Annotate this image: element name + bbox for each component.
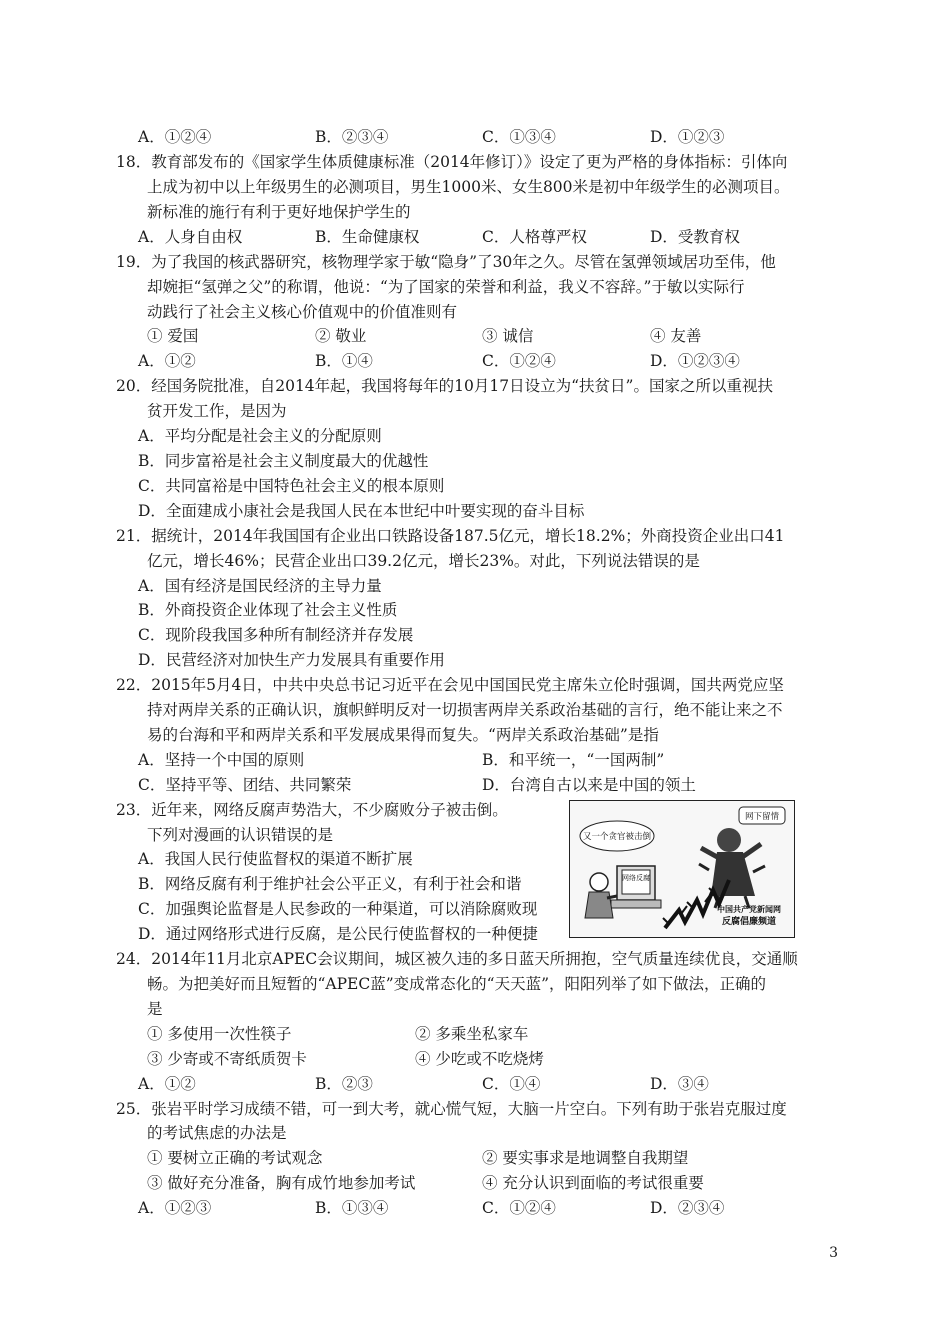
q20-stem-line-1: 20．经国务院批准，自2014年起，我国将每年的10月17日设立为“扶贫日”。国家之所以重视扶	[116, 377, 773, 395]
q22-option-b: B．和平统一，“一国两制”	[482, 751, 665, 769]
q19-option-b: B．①④	[315, 352, 373, 370]
q18-option-d: D．受教育权	[650, 228, 740, 246]
q24-option-b: B．②③	[315, 1075, 373, 1093]
q22-option-c: C．坚持平等、团结、共同繁荣	[138, 776, 352, 794]
q24-item-3: ③ 少寄或不寄纸质贺卡	[147, 1050, 307, 1068]
q18-option-c: C．人格尊严权	[482, 228, 587, 246]
q23-option-b: B．网络反腐有利于维护社会公平正义，有利于社会和谐	[138, 875, 522, 893]
page-number: 3	[829, 1245, 838, 1261]
q21-option-b: B．外商投资企业体现了社会主义性质	[138, 601, 398, 619]
q23-stem-line-1: 23．近年来，网络反腐声势浩大，不少腐败分子被击倒。	[116, 801, 508, 819]
q22-stem-line-2: 持对两岸关系的正确认识，旗帜鲜明反对一切损害两岸关系政治基础的言行，绝不能让来之不	[147, 701, 783, 719]
cartoon-screen-label: 网络反腐	[622, 874, 650, 882]
q19-option-d: D．①②③④	[650, 352, 740, 370]
q24-stem-line-2: 畅。为把美好而且短暂的“APEC蓝”变成常态化的“天天蓝”，阳阳列举了如下做法，正确的	[147, 975, 766, 993]
q23-cartoon-image	[569, 800, 795, 938]
q18-option-a: A．人身自由权	[138, 228, 243, 246]
q23-option-a: A．我国人民行使监督权的渠道不断扩展	[138, 850, 413, 868]
q20-option-d: D．全面建成小康社会是我国人民在本世纪中叶要实现的奋斗目标	[138, 502, 585, 520]
q17-option-a: A．①②④	[138, 128, 212, 146]
q19-stem-line-2: 却婉拒“氢弹之父”的称谓，他说：“为了国家的荣誉和利益，我义不容辞。”于敏以实际行	[147, 278, 745, 296]
q24-option-d: D．③④	[650, 1075, 709, 1093]
q18-stem-line-2: 上成为初中以上年级男生的必测项目，男生1000米、女生800米是初中年级学生的必测项目。	[147, 178, 790, 196]
q24-option-c: C．①④	[482, 1075, 541, 1093]
q19-item-3: ③ 诚信	[482, 327, 534, 345]
q18-stem-line-1: 18．教育部发布的《国家学生体质健康标准（2014年修订）》设定了更为严格的身体指标：引体向	[116, 153, 788, 171]
q21-option-d: D．民营经济对加快生产力发展具有重要作用	[138, 651, 445, 669]
q19-option-a: A．①②	[138, 352, 196, 370]
q21-option-c: C．现阶段我国多种所有制经济并存发展	[138, 626, 414, 644]
q22-stem-line-3: 易的台海和平和两岸关系和平发展成果得而复失。“两岸关系政治基础”是指	[147, 726, 659, 744]
q24-stem-line-1: 24．2014年11月北京APEC会议期间，城区被久违的多日蓝天所拥抱，空气质量连续优良，交通顺	[116, 950, 798, 968]
q20-option-c: C．共同富裕是中国特色社会主义的根本原则	[138, 477, 445, 495]
q24-item-2: ② 多乘坐私家车	[415, 1025, 529, 1043]
q17-option-c: C．①③④	[482, 128, 556, 146]
q17-option-d: D．①②③	[650, 128, 725, 146]
q21-stem-line-1: 21．据统计，2014年我国国有企业出口铁路设备187.5亿元，增长18.2%；外商投资企业出口41	[116, 527, 785, 545]
q20-option-b: B．同步富裕是社会主义制度最大的优越性	[138, 452, 429, 470]
q22-stem-line-1: 22．2015年5月4日，中共中央总书记习近平在会见中国国民党主席朱立伦时强调，国共两党应坚	[116, 676, 784, 694]
q25-item-3: ③ 做好充分准备，胸有成竹地参加考试	[147, 1174, 416, 1192]
q25-option-a: A．①②③	[138, 1199, 212, 1217]
q23-option-c: C．加强舆论监督是人民参政的一种渠道，可以消除腐败现	[138, 900, 538, 918]
q24-item-4: ④ 少吃或不吃烧烤	[415, 1050, 544, 1068]
q21-stem-line-2: 亿元，增长46%；民营企业出口39.2亿元，增长23%。对此，下列说法错误的是	[147, 552, 700, 570]
cartoon-bubble-right: 网下留情	[744, 812, 780, 822]
cartoon-caption-line-1: 中国共产党新闻网	[717, 905, 781, 914]
q17-option-b: B．②③④	[315, 128, 389, 146]
q24-stem-line-3: 是	[147, 1000, 163, 1018]
q25-stem-line-1: 25．张岩平时学习成绩不错，可一到大考，就心慌气短，大脑一片空白。下列有助于张岩克服过度	[116, 1100, 787, 1118]
q18-option-b: B．生命健康权	[315, 228, 420, 246]
q19-stem-line-3: 动践行了社会主义核心价值观中的价值准则有	[147, 303, 458, 321]
q25-item-1: ① 要树立正确的考试观念	[147, 1149, 323, 1167]
q19-item-2: ② 敬业	[315, 327, 367, 345]
q25-stem-line-2: 的考试焦虑的办法是	[147, 1124, 287, 1142]
q25-option-b: B．①③④	[315, 1199, 389, 1217]
q23-option-d: D．通过网络形式进行反腐，是公民行使监督权的一种便捷	[138, 925, 538, 943]
q22-option-a: A．坚持一个中国的原则	[138, 751, 305, 769]
cartoon-caption-line-2: 反腐倡廉频道	[721, 917, 777, 927]
q25-option-d: D．②③④	[650, 1199, 725, 1217]
q19-option-c: C．①②④	[482, 352, 556, 370]
q24-option-a: A．①②	[138, 1075, 196, 1093]
q23-stem-line-2: 下列对漫画的认识错误的是	[147, 826, 334, 844]
q24-item-1: ① 多使用一次性筷子	[147, 1025, 292, 1043]
q21-option-a: A．国有经济是国民经济的主导力量	[138, 577, 382, 595]
q25-item-2: ② 要实事求是地调整自我期望	[482, 1149, 689, 1167]
q19-stem-line-1: 19．为了我国的核武器研究，核物理学家于敏“隐身”了30年之久。尽管在氢弹领域居功至伟，他	[116, 253, 776, 271]
q25-item-4: ④ 充分认识到面临的考试很重要	[482, 1174, 704, 1192]
q18-stem-line-3: 新标准的施行有利于更好地保护学生的	[147, 203, 411, 221]
cartoon-bubble-left: 又一个贪官被击倒	[582, 832, 652, 842]
q25-option-c: C．①②④	[482, 1199, 556, 1217]
q20-stem-line-2: 贫开发工作，是因为	[147, 402, 287, 420]
q19-item-4: ④ 友善	[650, 327, 702, 345]
q22-option-d: D．台湾自古以来是中国的领土	[482, 776, 696, 794]
q20-option-a: A．平均分配是社会主义的分配原则	[138, 427, 382, 445]
q19-item-1: ① 爱国	[147, 327, 199, 345]
